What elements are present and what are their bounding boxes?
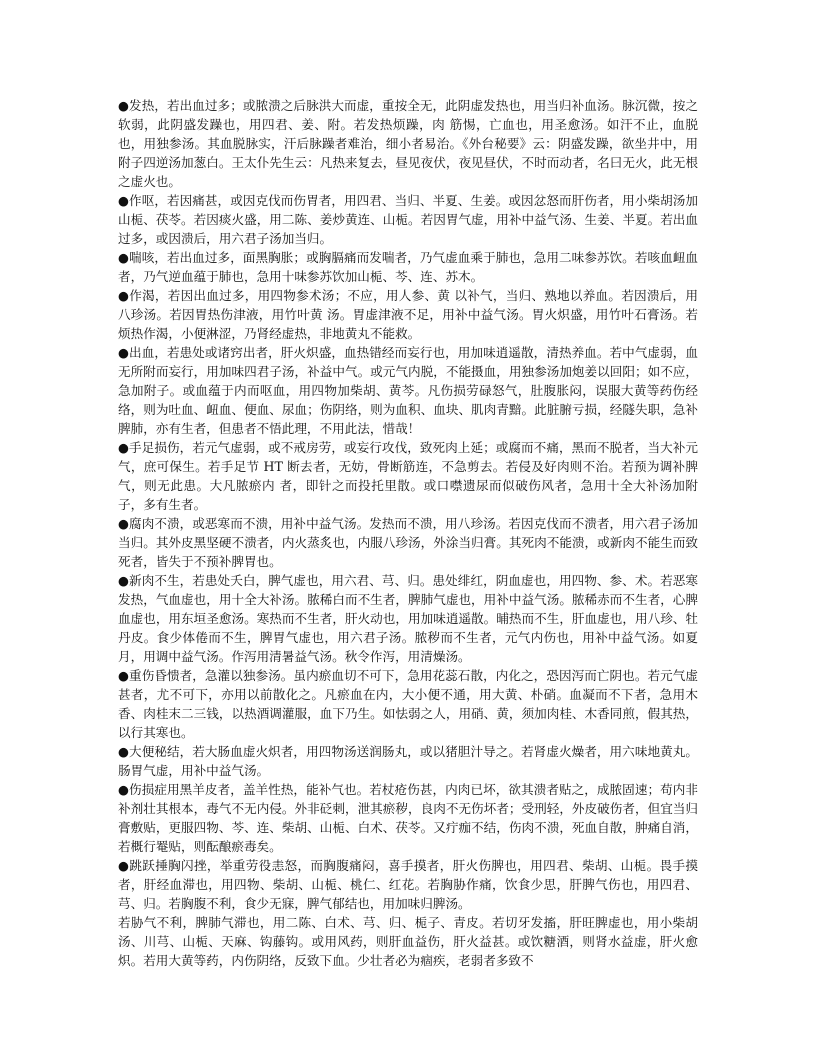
paragraph-text: 喘咳，若出血过多，面黑胸胀；或胸膈痛而发喘者，乃气虚血乘于肺也，急用二味参苏饮。若咳血衄血者，乃气逆血蕴于肺也，急用十味参苏饮加山栀、芩、连、苏木。: [118, 250, 698, 284]
paragraph-sheepskin: [118, 780, 698, 856]
bullet-icon: ●: [118, 573, 130, 588]
paragraph-limb-injury: [118, 438, 698, 514]
paragraph-vomiting: [118, 191, 698, 248]
paragraph-bleeding: [118, 343, 698, 438]
paragraph-severe-injury: [118, 666, 698, 742]
bullet-icon: ●: [118, 858, 130, 873]
bullet-icon: ●: [118, 98, 130, 113]
paragraph-new-flesh: [118, 571, 698, 666]
paragraph-text: 伤损症用黑羊皮者，盖羊性热，能补气也。若杖疮伤甚，内肉已坏，欲其溃者贴之，成脓固速；苟内非补剂壮其根本，毒气不无内侵。外非砭刺，泄其瘀秽，良肉不无伤坏者；受刑轻，外皮破伤者，但宜当归膏敷贴，更服四物、芩、连、柴胡、山栀、白术、茯苓。又疔痂不结，伤肉不溃，死血自散，肿痛自消，若概行罨贴，则酝酿瘀毒矣。: [118, 782, 698, 854]
paragraph-fever: [118, 96, 698, 191]
paragraph-constipation: [118, 742, 698, 780]
paragraph-text: 腐肉不溃，或恶寒而不溃，用补中益气汤。发热而不溃，用八珍汤。若因克伐而不溃者，用六君子汤加当归。其外皮黑坚硬不溃者，内火蒸炙也，内服八珍汤，外涂当归膏。其死肉不能溃，或新肉不能生而致死者，皆失于不预补脾胃也。: [118, 516, 698, 569]
paragraph-text: 出血，若患处或诸窍出者，肝火炽盛，血热错经而妄行也，用加味逍遥散，清热养血。若中气虚弱，血无所附而妄行，用加味四君子汤，补益中气。或元气内脱，不能摄血，用独参汤加炮姜以回阳；如不应，急加附子。或血蕴于内而呕血，用四物加柴胡、黄芩。凡伤损劳碌怒气，肚腹胀闷，误服大黄等药伤经络，则为吐血、衄血、便血、尿血；伤阴络，则为血积、血块、肌肉青黯。此脏腑亏损，经隧失职，急补脾肺，亦有生者，但患者不悟此理，不用此法，惜哉！: [118, 345, 698, 436]
bullet-icon: ●: [118, 440, 130, 455]
paragraph-text: 若胁气不利，脾肺气滞也，用二陈、白术、芎、归、栀子、青皮。若切牙发搐，肝旺脾虚也，用小柴胡汤、川芎、山栀、天麻、钩藤钩。或用风药，则肝血益伤，肝火益甚。或饮糖酒，则肾水益虚，肝火愈炽。若用大黄等药，内伤阴络，反致下血。少壮者必为痼疾，老弱者多致不: [118, 915, 698, 968]
paragraph-text: 作呕，若因痛甚，或因克伐而伤胃者，用四君、当归、半夏、生姜。或因忿怒而肝伤者，用小柴胡汤加山栀、茯苓。若因痰火盛，用二陈、姜炒黄连、山栀。若因胃气虚，用补中益气汤、生姜、半夏。若出血过多，或因溃后，用六君子汤加当归。: [118, 193, 698, 246]
paragraph-chest-sprain: [118, 856, 698, 913]
paragraph-rib-qi: [118, 913, 698, 970]
paragraph-text: 新肉不生，若患处夭白，脾气虚也，用六君、芎、归。患处绯红，阴血虚也，用四物、参、术。若恶寒发热，气血虚也，用十全大补汤。脓稀白而不生者，脾肺气虚也，用补中益气汤。脓稀赤而不生者，心脾血虚也，用东垣圣愈汤。寒热而不生者，肝火动也，用加味逍遥散。晡热而不生，肝血虚也，用八珍、牡丹皮。食少体倦而不生，脾胃气虚也，用六君子汤。脓秽而不生者，元气内伤也，用补中益气汤。如夏月，用调中益气汤。作泻用清暑益气汤。秋令作泻，用清燥汤。: [118, 573, 698, 664]
paragraph-text: 发热，若出血过多；或脓溃之后脉洪大而虚，重按全无，此阴虚发热也，用当归补血汤。脉沉微，按之软弱，此阴盛发躁也，用四君、姜、附。若发热烦躁，肉 筋惕，亡血也，用圣愈汤。如汗不止，血脱也，用独参汤。其血脱脉实，汗后脉躁者难治，细小者易治。《外台秘要》云：阴盛发躁，欲坐井中，用附子四逆汤加葱白。王太仆先生云：凡热来复去，昼见夜伏，夜见昼伏，不时而动者，名曰无火，此无根之虚火也。: [118, 98, 698, 189]
paragraph-text: 大便秘结，若大肠血虚火炽者，用四物汤送润肠丸，或以猪胆汁导之。若肾虚火燥者，用六味地黄丸。肠胃气虚，用补中益气汤。: [118, 744, 698, 778]
document-body: [118, 96, 698, 970]
paragraph-rotten-flesh: [118, 514, 698, 571]
bullet-icon: ●: [118, 193, 130, 208]
paragraph-text: 作渴，若因出血过多，用四物参术汤；不应，用人参、黄 以补气，当归、熟地以养血。若因溃后，用八珍汤。若因胃热伤津液，用竹叶黄 汤。胃虚津液不足，用补中益气汤。胃火炽盛，用竹叶石膏汤。若烦热作渴，小便淋涩，乃肾经虚热，非地黄丸不能救。: [118, 288, 698, 341]
bullet-icon: ●: [118, 668, 130, 683]
bullet-icon: ●: [118, 744, 130, 759]
bullet-icon: ●: [118, 345, 130, 360]
paragraph-cough: [118, 248, 698, 286]
paragraph-thirst: [118, 286, 698, 343]
bullet-icon: ●: [118, 516, 130, 531]
paragraph-text: 重伤昏愦者，急灌以独参汤。虽内瘀血切不可下，急用花蕊石散，内化之，恐因泻而亡阴也。若元气虚甚者，尤不可下，亦用以前散化之。凡瘀血在内，大小便不通，用大黄、朴硝。血凝而不下者，急用木香、肉桂末二三钱，以热酒调灌服，血下乃生。如怯弱之人，用硝、黄，须加肉桂、木香同煎，假其热，以行其寒也。: [118, 668, 698, 740]
paragraph-text: 手足损伤，若元气虚弱，或不戒房劳，或妄行攻伐，致死肉上延；或腐而不痛，黑而不脱者，当大补元气，庶可保生。若手足节 HT 断去者，无妨，骨断筋连，不急剪去。若侵及好肉则不治。若预为调补脾气，则无此患。大凡脓瘀内 者，即针之而投托里散。或口噤遗尿而似破伤风者，急用十全大补汤加附子，多有生者。: [118, 440, 698, 512]
bullet-icon: ●: [118, 250, 130, 265]
bullet-icon: ●: [118, 782, 130, 797]
bullet-icon: ●: [118, 288, 130, 303]
paragraph-text: 跳跃捶胸闪挫，举重劳役恚怒，而胸腹痛闷，喜手摸者，肝火伤脾也，用四君、柴胡、山栀。畏手摸者，肝经血滞也，用四物、柴胡、山栀、桃仁、红花。若胸胁作痛，饮食少思，肝脾气伤也，用四君、芎、归。若胸腹不利，食少无寐，脾气郁结也，用加味归脾汤。: [118, 858, 698, 911]
